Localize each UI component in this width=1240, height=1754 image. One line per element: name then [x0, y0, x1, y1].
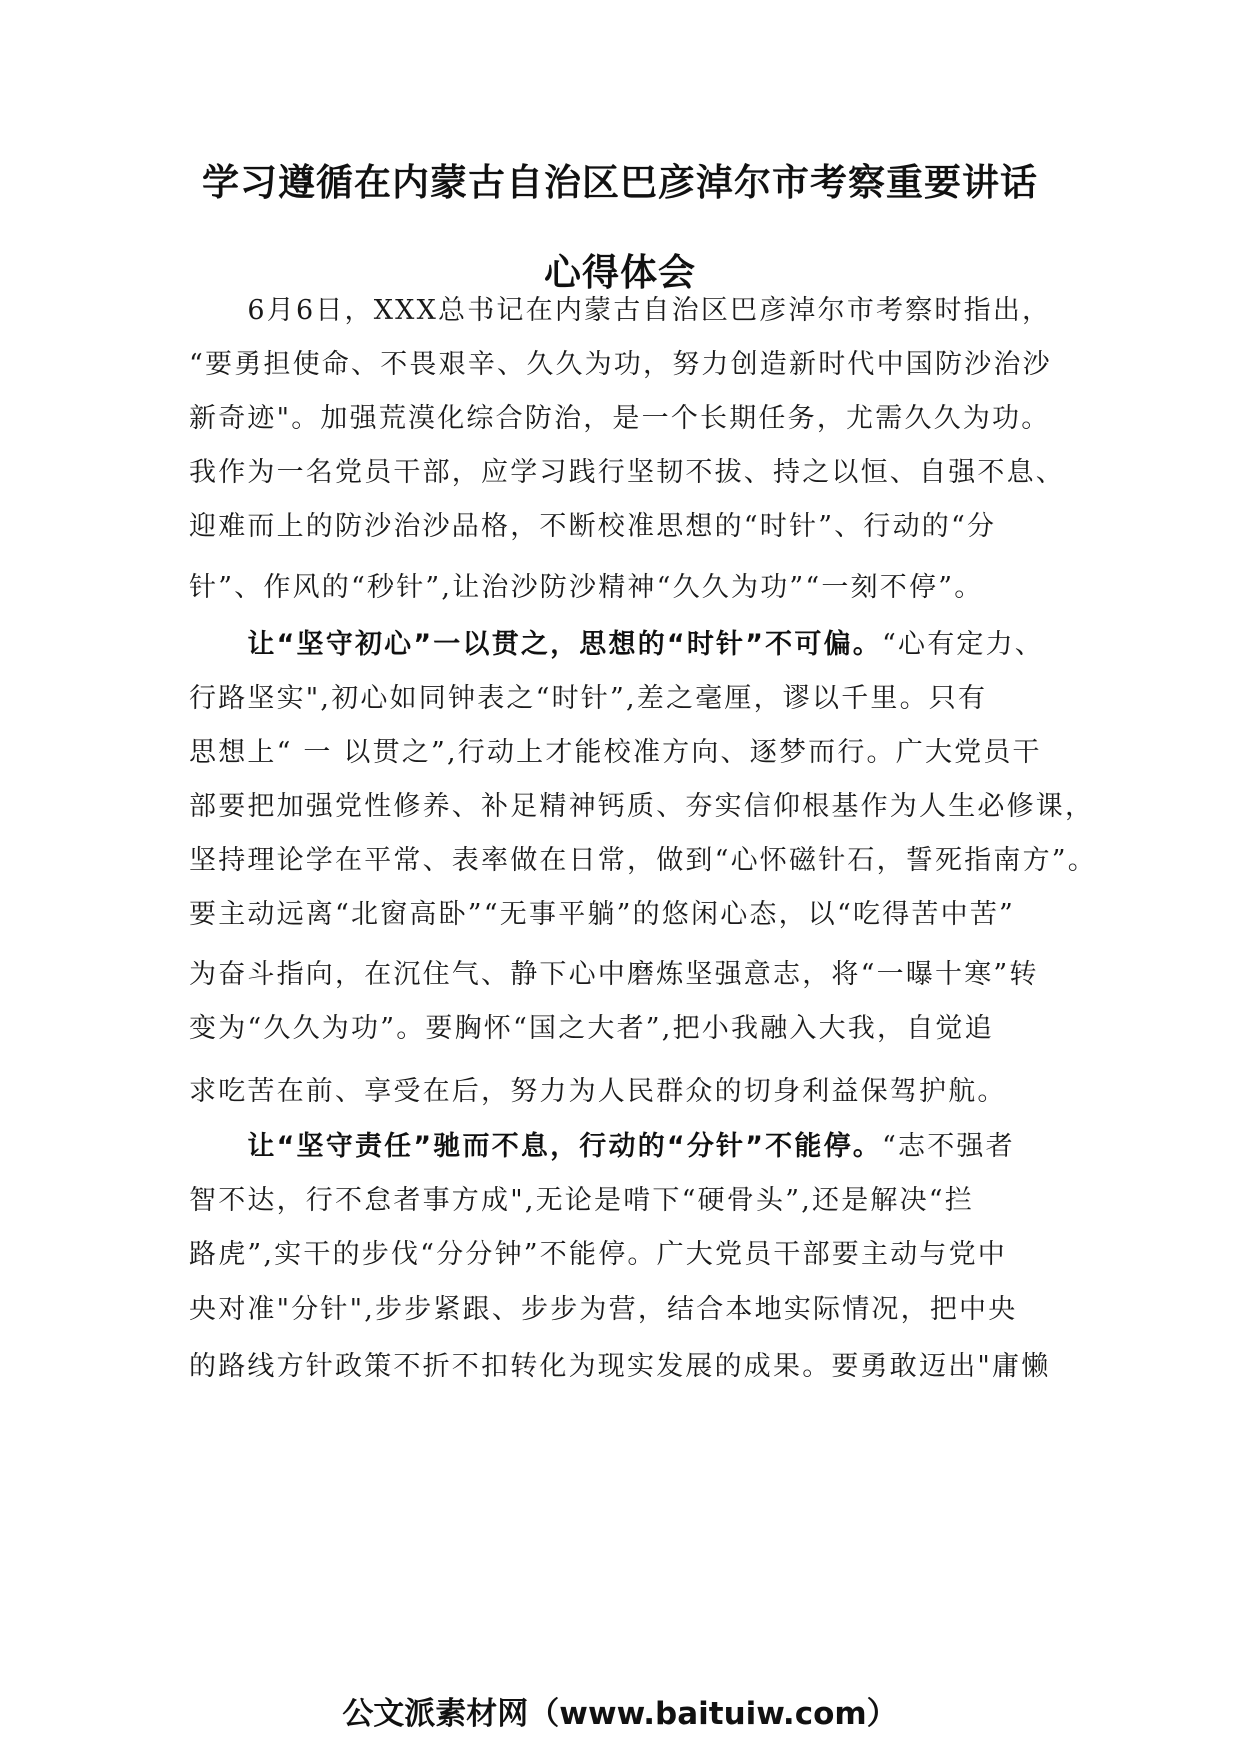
line-text: 的路线方针政策不折不扣转化为现实发展的成果。要勇敢迈出"庸懒	[189, 1351, 1051, 1382]
line-text: 思想上“ 一 以贯之”,行动上才能校准方向、逐梦而行。广大党员干	[189, 737, 1042, 768]
section-heading-text: 让“坚守初心”一以贯之，思想的“时针”不可偏。	[189, 629, 882, 660]
paragraph-line	[189, 1232, 1079, 1271]
paragraph-line	[189, 1344, 1079, 1383]
paragraph-line	[189, 396, 1079, 435]
paragraph-line	[189, 892, 1079, 931]
line-text: 我作为一名党员干部，应学习践行坚韧不拔、持之以恒、自强不息、	[189, 457, 1065, 488]
paragraph-line	[189, 1069, 1079, 1108]
line-text: 路虎”,实干的步伐“分分钟”不能停。广大党员干部要主动与党中	[189, 1239, 1007, 1270]
line-text: 要主动远离“北窗高卧”“无事平躺”的悠闲心态，以“吃得苦中苦”	[189, 899, 1016, 930]
section-heading-text: 让“坚守责任”驰而不息，行动的“分针”不能停。	[189, 1131, 882, 1162]
line-text: 变为“久久为功”。要胸怀“国之大者”,把小我融入大我，自觉追	[189, 1013, 994, 1044]
paragraph-line	[189, 1006, 1079, 1045]
paragraph-line	[189, 342, 1079, 381]
line-text: 行路坚实",初心如同钟表之“时针”,差之毫厘，谬以千里。只有	[189, 683, 988, 714]
paragraph-line	[189, 1178, 1079, 1217]
line-text: 为奋斗指向，在沉住气、静下心中磨炼坚强意志，将“一曝十寒”转	[189, 959, 1039, 990]
paragraph-line	[189, 450, 1079, 489]
paragraph-line	[189, 288, 1079, 327]
line-text: 智不达，行不怠者事方成",无论是啃下“硬骨头”,还是解决“拦	[189, 1185, 974, 1216]
line-text: 央对准"分针",步步紧跟、步步为营，结合本地实际情况，把中央	[189, 1294, 1018, 1325]
paragraph-line	[189, 676, 1079, 715]
line-text: 部要把加强党性修养、补足精神钙质、夯实信仰根基作为人生必修课，	[189, 791, 1095, 822]
footer-watermark-text: 公文派素材网（www.baituiw.com）	[342, 1696, 898, 1732]
line-text: “志不强者	[881, 1131, 1015, 1162]
line-text: 坚持理论学在平常、表率做在日常，做到“心怀磁针石，誓死指南方”。	[189, 845, 1098, 876]
line-text: 新奇迹"。加强荒漠化综合防治，是一个长期任务，尤需久久为功。	[189, 403, 1051, 434]
paragraph-line	[189, 504, 1079, 543]
line-text: 针”、作风的“秒针”,让治沙防沙精神“久久为功”“一刻不停”。	[189, 572, 984, 603]
line-text: 求吃苦在前、享受在后，努力为人民群众的切身利益保驾护航。	[189, 1076, 1007, 1107]
paragraph-line	[189, 1287, 1079, 1326]
paragraph-line	[189, 952, 1079, 991]
line-text: 迎难而上的防沙治沙品格，不断校准思想的“时针”、行动的“分	[189, 511, 997, 542]
paragraph-line	[189, 1124, 1079, 1163]
paragraph-line	[189, 838, 1098, 877]
paragraph-line	[189, 622, 1079, 661]
document-title-line1: 学习遵循在内蒙古自治区巴彦淖尔市考察重要讲话	[202, 161, 1038, 204]
paragraph-line	[189, 565, 1079, 604]
line-text: “要勇担使命、不畏艰辛、久久为功，努力创造新时代中国防沙治沙	[189, 349, 1052, 380]
paragraph-line	[189, 784, 1095, 823]
line-text: 6月6日，XXX总书记在内蒙古自治区巴彦淖尔市考察时指出，	[189, 295, 1052, 326]
paragraph-line	[189, 730, 1079, 769]
document-title-line2: 心得体会	[544, 251, 696, 294]
line-text: “心有定力、	[881, 629, 1044, 660]
